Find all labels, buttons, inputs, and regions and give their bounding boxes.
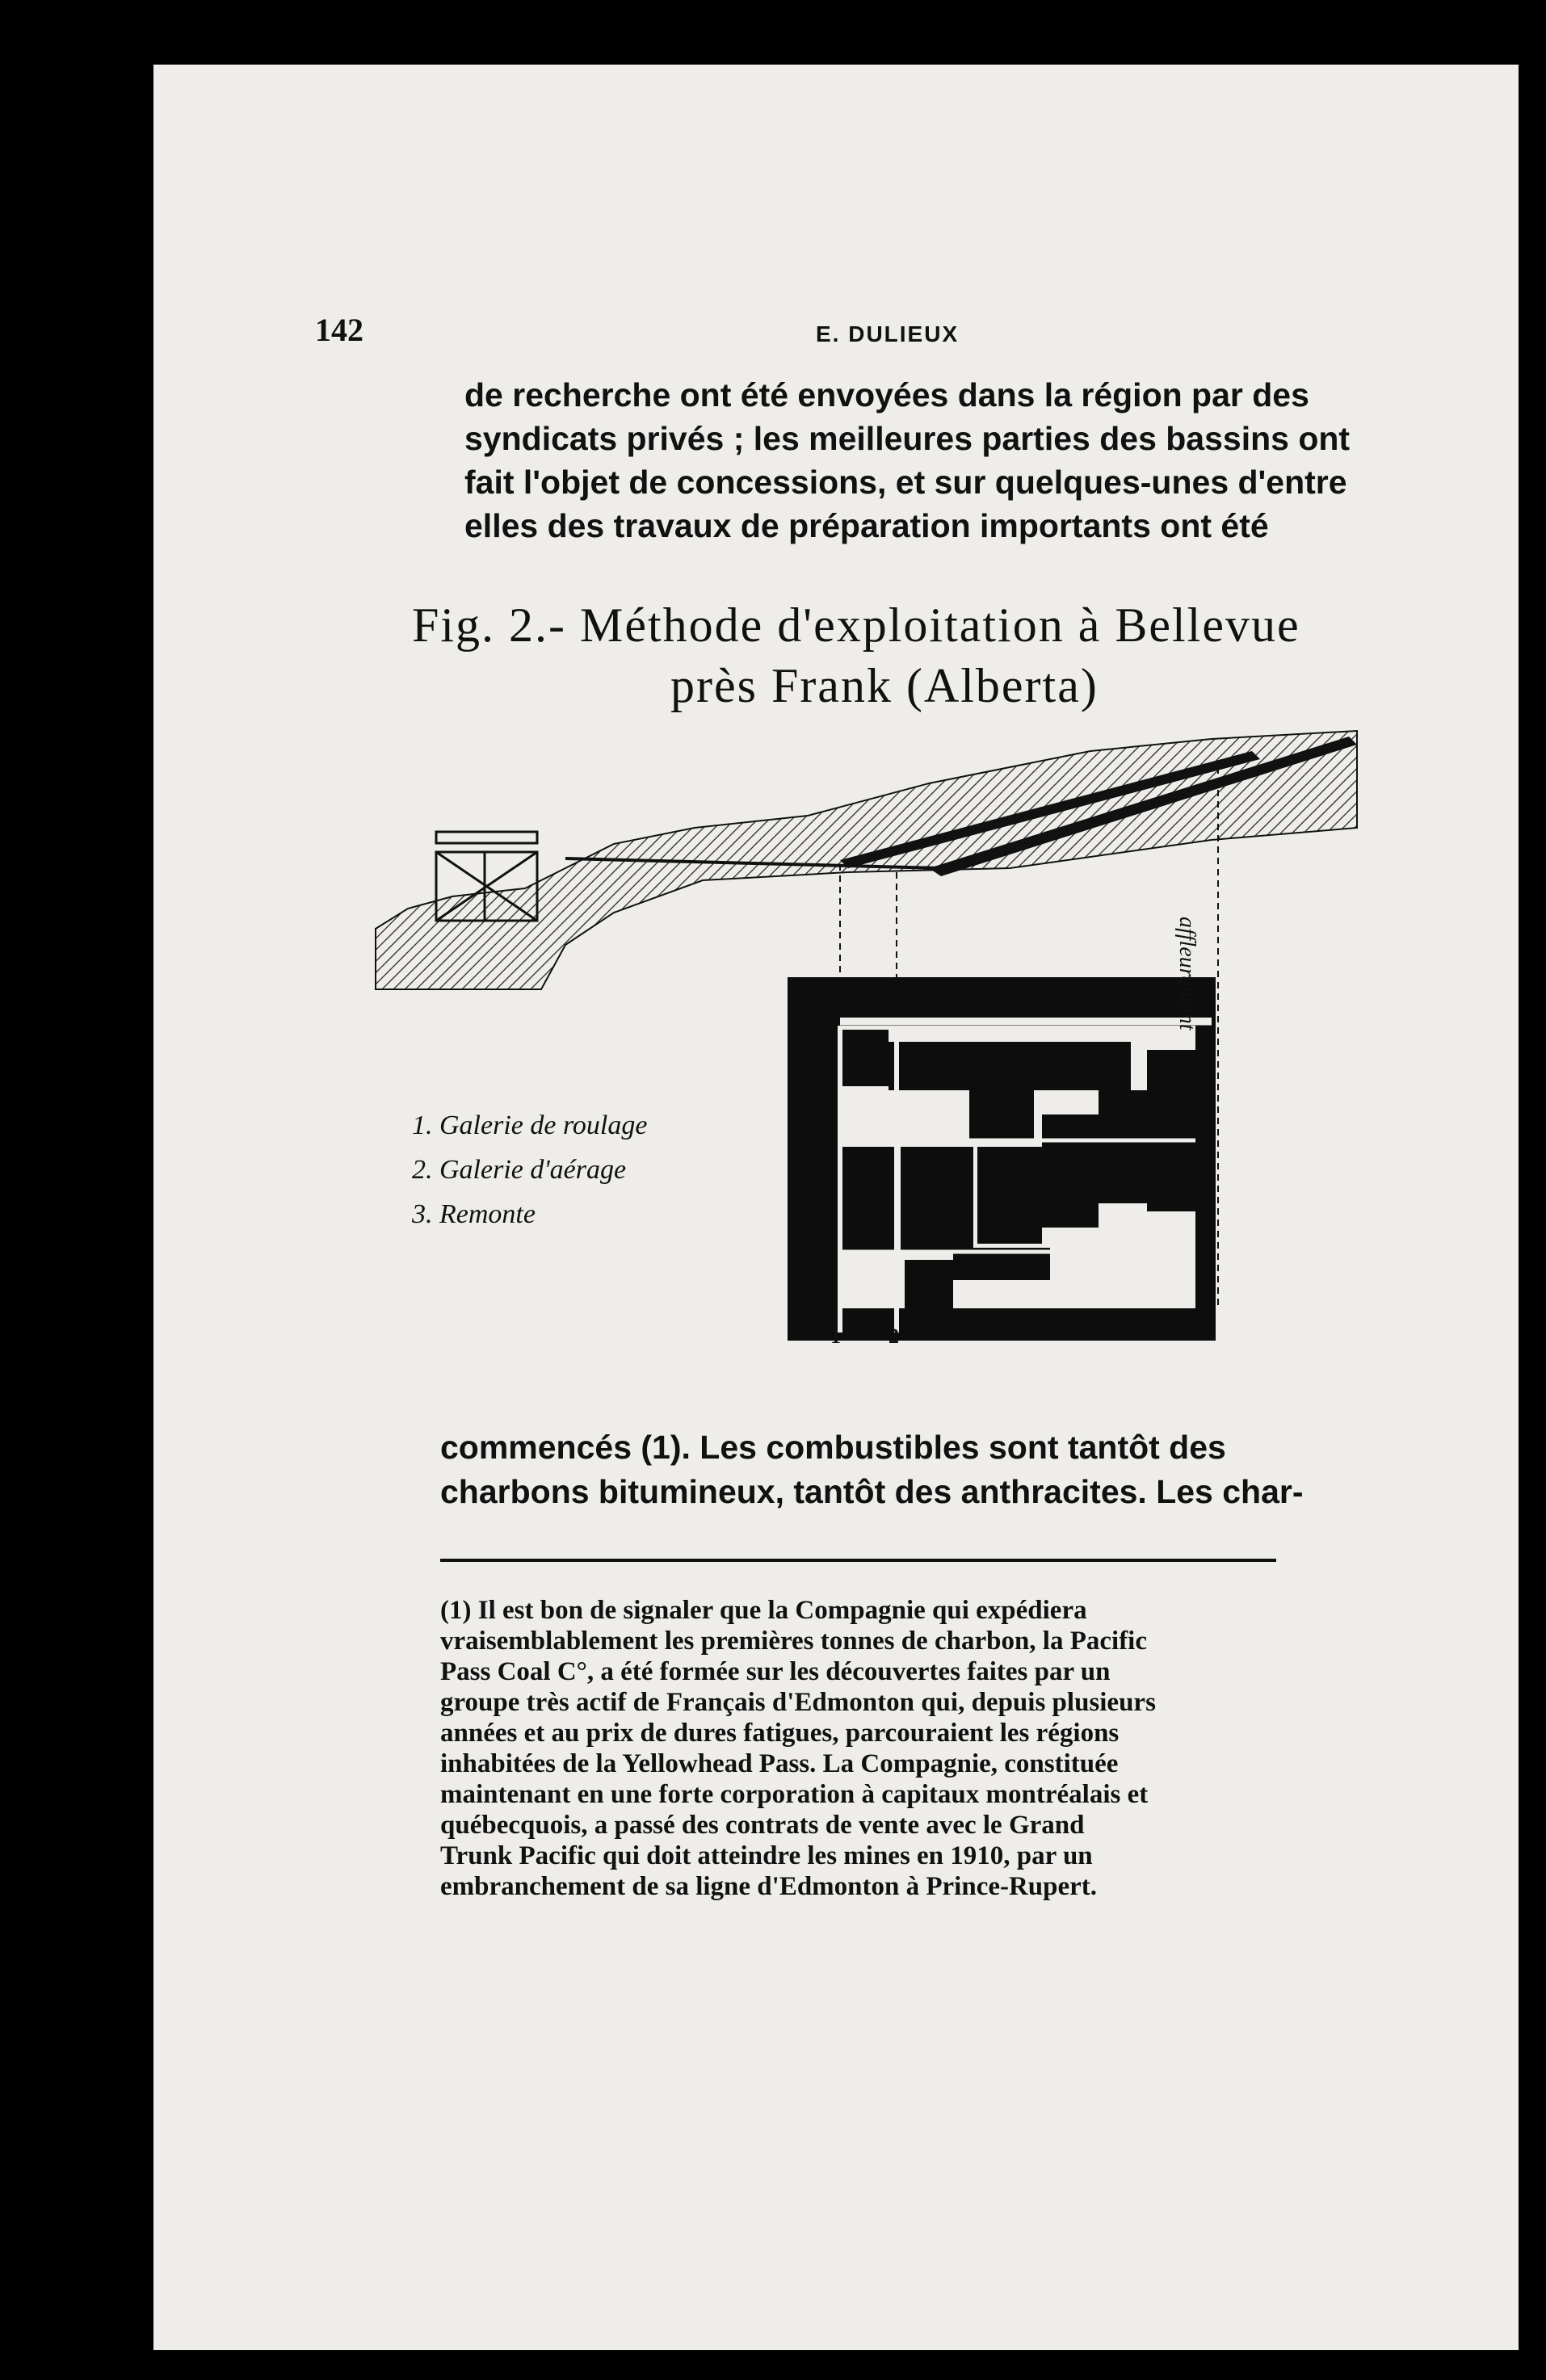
plan-label: 2 (889, 1324, 899, 1348)
tipple-roof (436, 832, 537, 843)
legend-item: 2. Galerie d'aérage (412, 1155, 627, 1185)
outcrop-label: affleurement (1174, 917, 1199, 1030)
footnote-line: Trunk Pacific qui doit atteindre les mines en 1910, par un (440, 1841, 1093, 1870)
paragraph-line: charbons bitumineux, tantôt des anthracites. Les char- (440, 1473, 1304, 1510)
running-header-author: E. DULIEUX (816, 321, 960, 346)
paragraph-line: elles des travaux de préparation importants ont été (464, 507, 1269, 544)
page-number: 142 (315, 312, 363, 348)
footnote-line: vraisemblablement les premières tonnes de charbon, la Pacific (440, 1627, 1147, 1656)
figure-caption: Fig. 2.- Méthode d'exploitation à Bellevue (412, 598, 1300, 652)
footnote-line: maintenant en une forte corporation à capitaux montréalais et (440, 1780, 1149, 1809)
footnote-line: années et au prix de dures fatigues, parcouraient les régions (440, 1719, 1120, 1748)
footnote-rule (440, 1559, 1276, 1562)
plan-view (788, 977, 1216, 1341)
footnote-line: québecquois, a passé des contrats de vente avec le Grand (440, 1811, 1085, 1840)
paragraph-line: commencés (1). Les combustibles sont tantôt des (440, 1429, 1226, 1466)
plan-label: 1 (830, 1324, 841, 1348)
legend-item: 3. Remonte (412, 1199, 536, 1229)
footnote-line: embranchement de sa ligne d'Edmonton à Prince-Rupert. (440, 1872, 1098, 1901)
footnote-line: groupe très actif de Français d'Edmonton qui, depuis plusieurs (440, 1688, 1156, 1717)
figure-caption-sub: près Frank (Alberta) (670, 659, 1099, 712)
paragraph-line: fait l'objet de concessions, et sur quelques-unes d'entre (464, 464, 1347, 501)
footnote-line: inhabitées de la Yellowhead Pass. La Compagnie, constituée (440, 1749, 1119, 1778)
paragraph-line: de recherche ont été envoyées dans la région par des (464, 376, 1309, 413)
paragraph-line: syndicats privés ; les meilleures parties des bassins ont (464, 420, 1351, 457)
legend-item: 1. Galerie de roulage (412, 1110, 648, 1140)
footnote-line: (1) Il est bon de signaler que la Compagnie qui expédiera (440, 1596, 1087, 1625)
footnote-line: Pass Coal C°, a été formée sur les découvertes faites par un (440, 1657, 1111, 1686)
